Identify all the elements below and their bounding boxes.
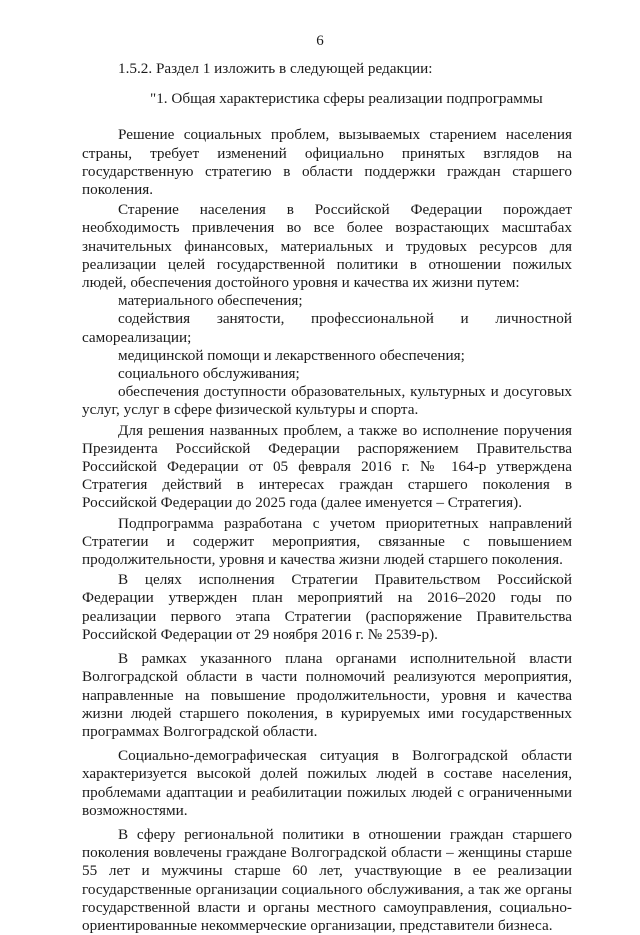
paragraph-3: Для решения названных проблем, а также во исполнение поручения Президента Российской Федерации распоряжением Правительства Российской Федерации от 05 февраля 2016 г. № 164-р утверждена Стратегия действий в интересах граждан старшего поколения в Российской Федерации до 2025 года (далее именуется – Стратегия). xyxy=(82,421,572,512)
paragraph-7: Социально-демографическая ситуация в Волгоградской области характеризуется высокой долей пожилых людей в составе населения, проблемами адаптации и реабилитации пожилых людей с ограниченными возможностями. xyxy=(82,747,572,819)
list-item-5: обеспечения доступности образовательных, культурных и досуговых услуг, услуг в сфере физической культуры и спорта. xyxy=(82,383,572,419)
list-item-4: социального обслуживания; xyxy=(118,365,300,383)
page-number: 6 xyxy=(316,33,324,49)
paragraph-8: В сферу региональной политики в отношении граждан старшего поколения вовлечены граждане Волгоградской области – женщины старше 55 лет и мужчины старше 60 лет, участвующие в ее реализации государственные организации социального обслуживания, а так же органы государственной власти и органы местного самоуправления, социально-ориентированные некоммерческие организации, представители бизнеса. xyxy=(82,825,572,934)
document-body xyxy=(82,60,572,935)
paragraph-4: Подпрограмма разработана с учетом приоритетных направлений Стратегии и содержит мероприятия, связанные с повышением продолжительности, уровня и качества жизни людей старшего поколения. xyxy=(82,514,572,569)
list-item-1: материального обеспечения; xyxy=(118,292,303,310)
paragraph-1: Решение социальных проблем, вызываемых старением населения страны, требует изменений официально принятых взглядов на государственную стратегию в области поддержки граждан старшего поколения. xyxy=(82,126,572,199)
section-instruction: 1.5.2. Раздел 1 изложить в следующей редакции: xyxy=(118,60,433,77)
paragraph-6: В рамках указанного плана органами исполнительной власти Волгоградской области в части полномочий реализуются мероприятия, направленные на повышение продолжительности, уровня и качества жизни людей старшего поколения, в курируемых ими государственных программах Волгоградской области. xyxy=(82,650,572,740)
list-item-2: содействия занятости, профессиональной и личностной самореализации; xyxy=(82,310,572,346)
section-heading: "1. Общая характеристика сферы реализации подпрограммы xyxy=(150,90,543,108)
paragraph-5: В целях исполнения Стратегии Правительством Российской Федерации утвержден план мероприятий на 2016–2020 годы по реализации первого этапа Стратегии (распоряжение Правительства Российской Федерации от 29 ноября 2016 г. № 2539-р). xyxy=(82,571,572,643)
list-item-3: медицинской помощи и лекарственного обеспечения; xyxy=(118,346,465,364)
paragraph-2: Старение населения в Российской Федерации порождает необходимость привлечения во все более возрастающих масштабах значительных финансовых, материальных и трудовых ресурсов для реализации целей государственной политики в отношении пожилых людей, обеспечения достойного уровня и качества их жизни путем: xyxy=(82,201,572,292)
